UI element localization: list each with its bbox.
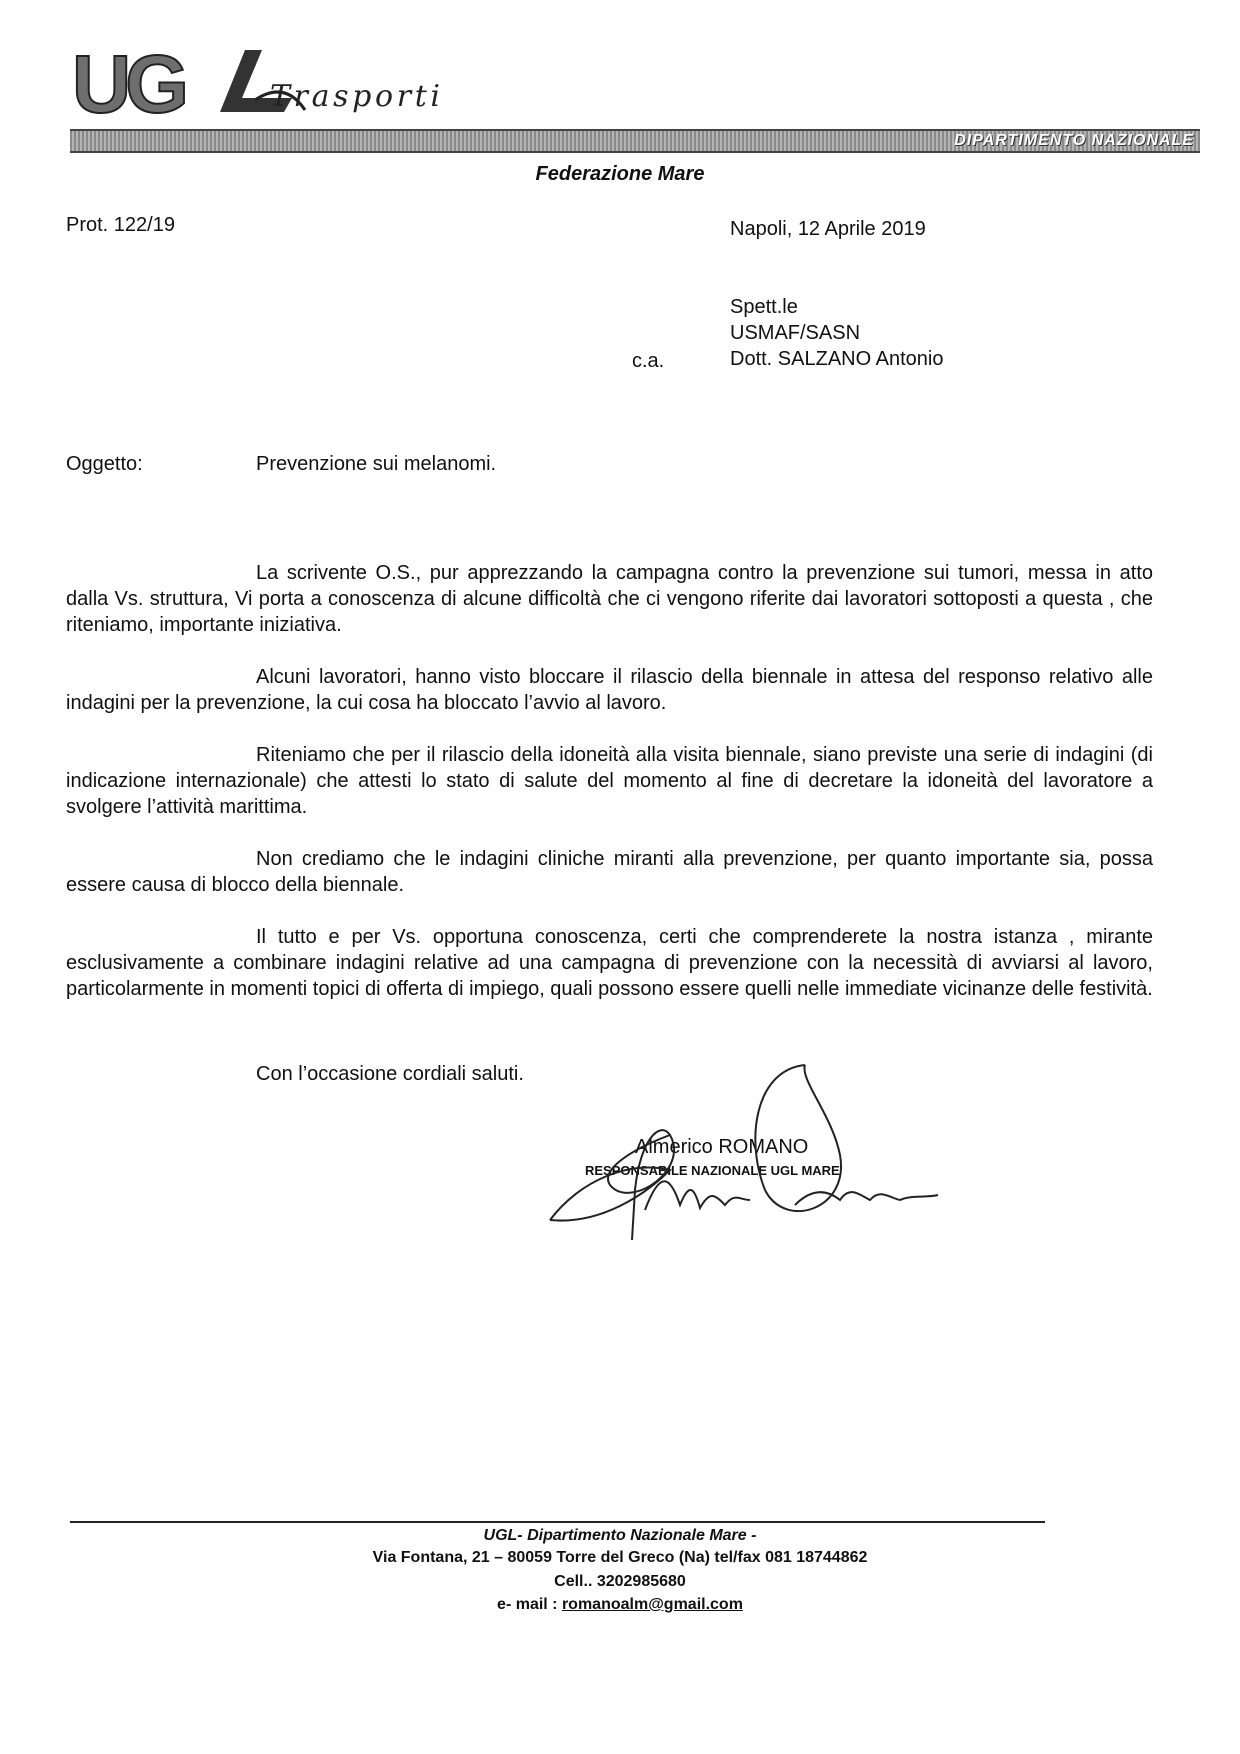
department-band bbox=[70, 129, 1200, 153]
body-paragraph: Alcuni lavoratori, hanno visto bloccare il rilascio della biennale in attesa del responso relativo alle indagini per la prevenzione, la cui cosa ha bloccato l’avvio al lavoro. bbox=[66, 666, 1153, 714]
footer-cell: Cell.. 3202985680 bbox=[554, 1573, 686, 1590]
footer-divider bbox=[70, 1521, 1045, 1523]
signatory-role: RESPONSABILE NAZIONALE UGL MARE bbox=[585, 1163, 840, 1178]
body-paragraph: La scrivente O.S., pur apprezzando la campagna contro la prevenzione sui tumori, messa in atto dalla Vs. struttura, Vi porta a conoscenza di alcune difficoltà che ci vengono riferite dai lavoratori sottoposti a questa , che riteniamo, importante iniziativa. bbox=[66, 562, 1153, 636]
recipient-line-1: Spett.le bbox=[730, 296, 798, 318]
footer-email-link[interactable]: romanoalm@gmail.com bbox=[561, 1596, 743, 1613]
subject-label: Oggetto: bbox=[66, 453, 143, 475]
subject-text: Prevenzione sui melanomi. bbox=[256, 453, 497, 475]
body-paragraph: Non crediamo che le indagini cliniche miranti alla prevenzione, per quanto importante sia, possa essere causa di blocco della biennale. bbox=[66, 848, 1153, 896]
recipient-ca-label: c.a. bbox=[632, 350, 665, 372]
place-date: Napoli, 12 Aprile 2019 bbox=[730, 218, 926, 240]
footer-email-line bbox=[0, 1594, 1240, 1616]
handwritten-signature bbox=[540, 1060, 950, 1260]
ugl-trasporti-logo bbox=[70, 40, 470, 120]
footer-address: Via Fontana, 21 – 80059 Torre del Greco (Na) tel/fax 081 18744862 bbox=[372, 1549, 868, 1566]
svg-text:Trasporti: Trasporti bbox=[270, 79, 440, 114]
department-label: DIPARTIMENTO NAZIONALE bbox=[954, 132, 1194, 149]
recipient-line-2: USMAF/SASN bbox=[730, 322, 861, 344]
footer-org: UGL- Dipartimento Nazionale Mare - bbox=[483, 1527, 757, 1544]
protocol-number: Prot. 122/19 bbox=[66, 214, 175, 236]
signatory-name: Almerico ROMANO bbox=[635, 1136, 809, 1158]
footer-email-label: e- mail : bbox=[497, 1596, 562, 1613]
federation-title: Federazione Mare bbox=[535, 163, 705, 185]
closing-greeting: Con l’occasione cordiali saluti. bbox=[256, 1063, 524, 1085]
body-paragraph: Riteniamo che per il rilascio della idoneità alla visita biennale, siano previste una serie di indagini (di indicazione internazionale) che attesti lo stato di salute del momento al fine di decretare la idoneità del lavoratore a svolgere l’attività marittima. bbox=[66, 744, 1153, 818]
recipient-line-3: Dott. SALZANO Antonio bbox=[730, 348, 944, 370]
svg-text:UG: UG bbox=[72, 40, 183, 120]
body-paragraph: Il tutto e per Vs. opportuna conoscenza, certi che comprenderete la nostra istanza , mirante esclusivamente a combinare indagini relative ad una campagna di prevenzione con la necessità di avviarsi al lavoro, particolarmente in momenti topici di offerta di impiego, quali possono essere quelli nelle immediate vicinanze delle festività. bbox=[66, 926, 1153, 1000]
